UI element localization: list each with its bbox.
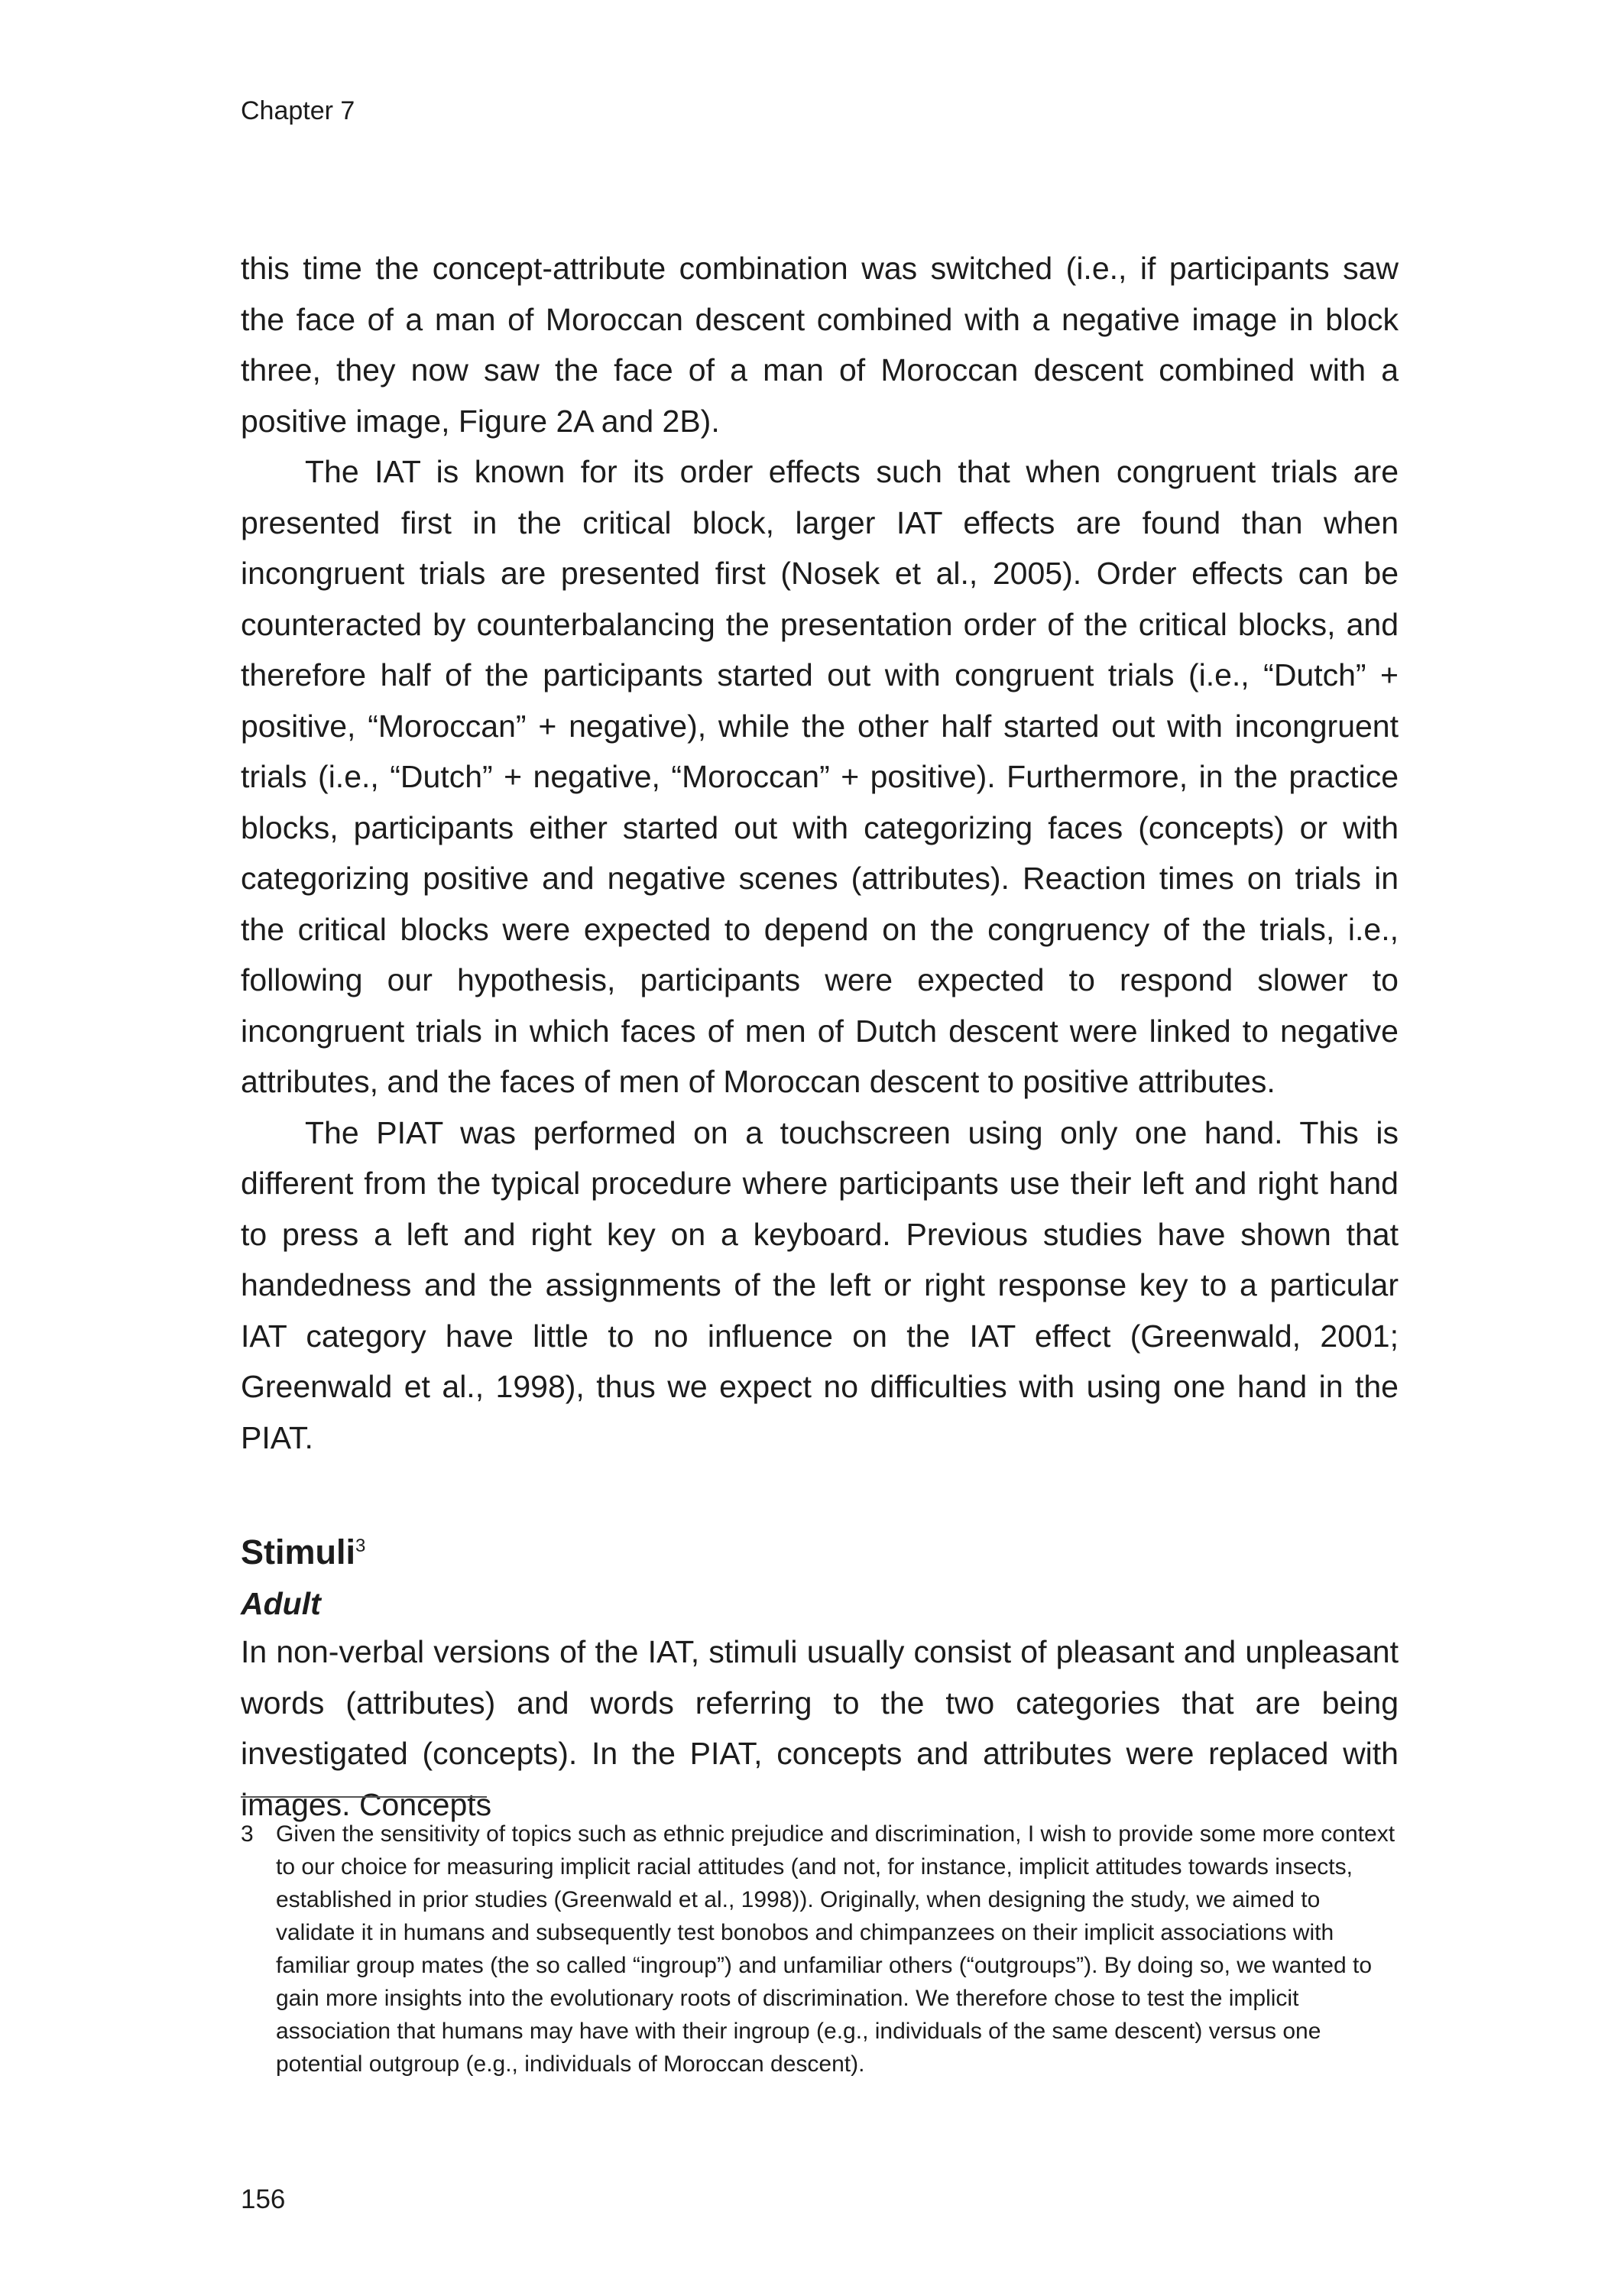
page-number: 156: [241, 2184, 286, 2214]
footnote: [241, 1818, 1399, 2081]
footnote-number: 3: [241, 1821, 254, 1847]
footnote-reference: 3: [355, 1536, 366, 1556]
subsection-heading-adult: Adult: [241, 1586, 321, 1621]
paragraph-continuation: this time the concept-attribute combination was switched (i.e., if participants saw the face of a man of Moroccan descent combined with a negative image in block three, they now saw the face of a man of Moroccan descent combined with a positive image, Figure 2A and 2B).: [241, 251, 1399, 439]
paragraph-touchscreen: The PIAT was performed on a touchscreen using only one hand. This is different from the typical procedure where participants use their left and right hand to press a left and right key on a keyboard. Previous studies have shown that handedness and the assignments of the left or right response key to a particular IAT category have little to no influence on the IAT effect (Greenwald, 2001; Greenwald et al., 1998), thus we expect no difficulties with using one hand in the PIAT.: [241, 1114, 1399, 1455]
paragraph-order-effects: The IAT is known for its order effects such that when congruent trials are presented first in the critical block, larger IAT effects are found than when incongruent trials are presented first (Nosek et al., 2005). Order effects can be counteracted by counterbalancing the presentation order of the critical blocks, and therefore half of the participants started out with congruent trials (i.e., “Dutch” + positive, “Moroccan” + negative), while the other half started out with incongruent trials (i.e., “Dutch” + negative, “Moroccan” + positive). Furthermore, in the practice blocks, participants either started out with categorizing faces (concepts) or with categorizing positive and negative scenes (attributes). Reaction times on trials in the critical blocks were expected to depend on the congruency of the trials, i.e., following our hypothesis, participants were expected to respond slower to incongruent trials in which faces of men of Dutch descent were linked to negative attributes, and the faces of men of Moroccan descent to positive attributes.: [241, 454, 1399, 1099]
running-head: Chapter 7: [241, 96, 355, 125]
body-text: [241, 243, 1399, 1830]
paragraph-stimuli: In non-verbal versions of the IAT, stimuli usually consist of pleasant and unpleasant words (attributes) and words referring to the two categories that are being investigated (concepts). In the PIAT, concepts and attributes were replaced with images. Concepts: [241, 1634, 1399, 1822]
footnote-divider: [241, 1796, 487, 1798]
footnote-text: Given the sensitivity of topics such as ethnic prejudice and discrimination, I wish to provide some more context to our choice for measuring implicit racial attitudes (and not, for instance, implicit attitudes towards insects, established in prior studies (Greenwald et al., 1998)). Originally, when designing the study, we aimed to validate it in humans and subsequently test bonobos and chimpanzees on their implicit associations with familiar group mates (the so called “ingroup”) and unfamiliar others (“outgroups”). By doing so, we wanted to gain more insights into the evolutionary roots of discrimination. We therefore chose to test the implicit association that humans may have with their ingroup (e.g., individuals of the same descent) versus one potential outgroup (e.g., individuals of Moroccan descent).: [276, 1821, 1395, 2077]
section-heading-text: Stimuli: [241, 1532, 356, 1571]
section-heading-stimuli: [241, 1530, 1399, 1575]
